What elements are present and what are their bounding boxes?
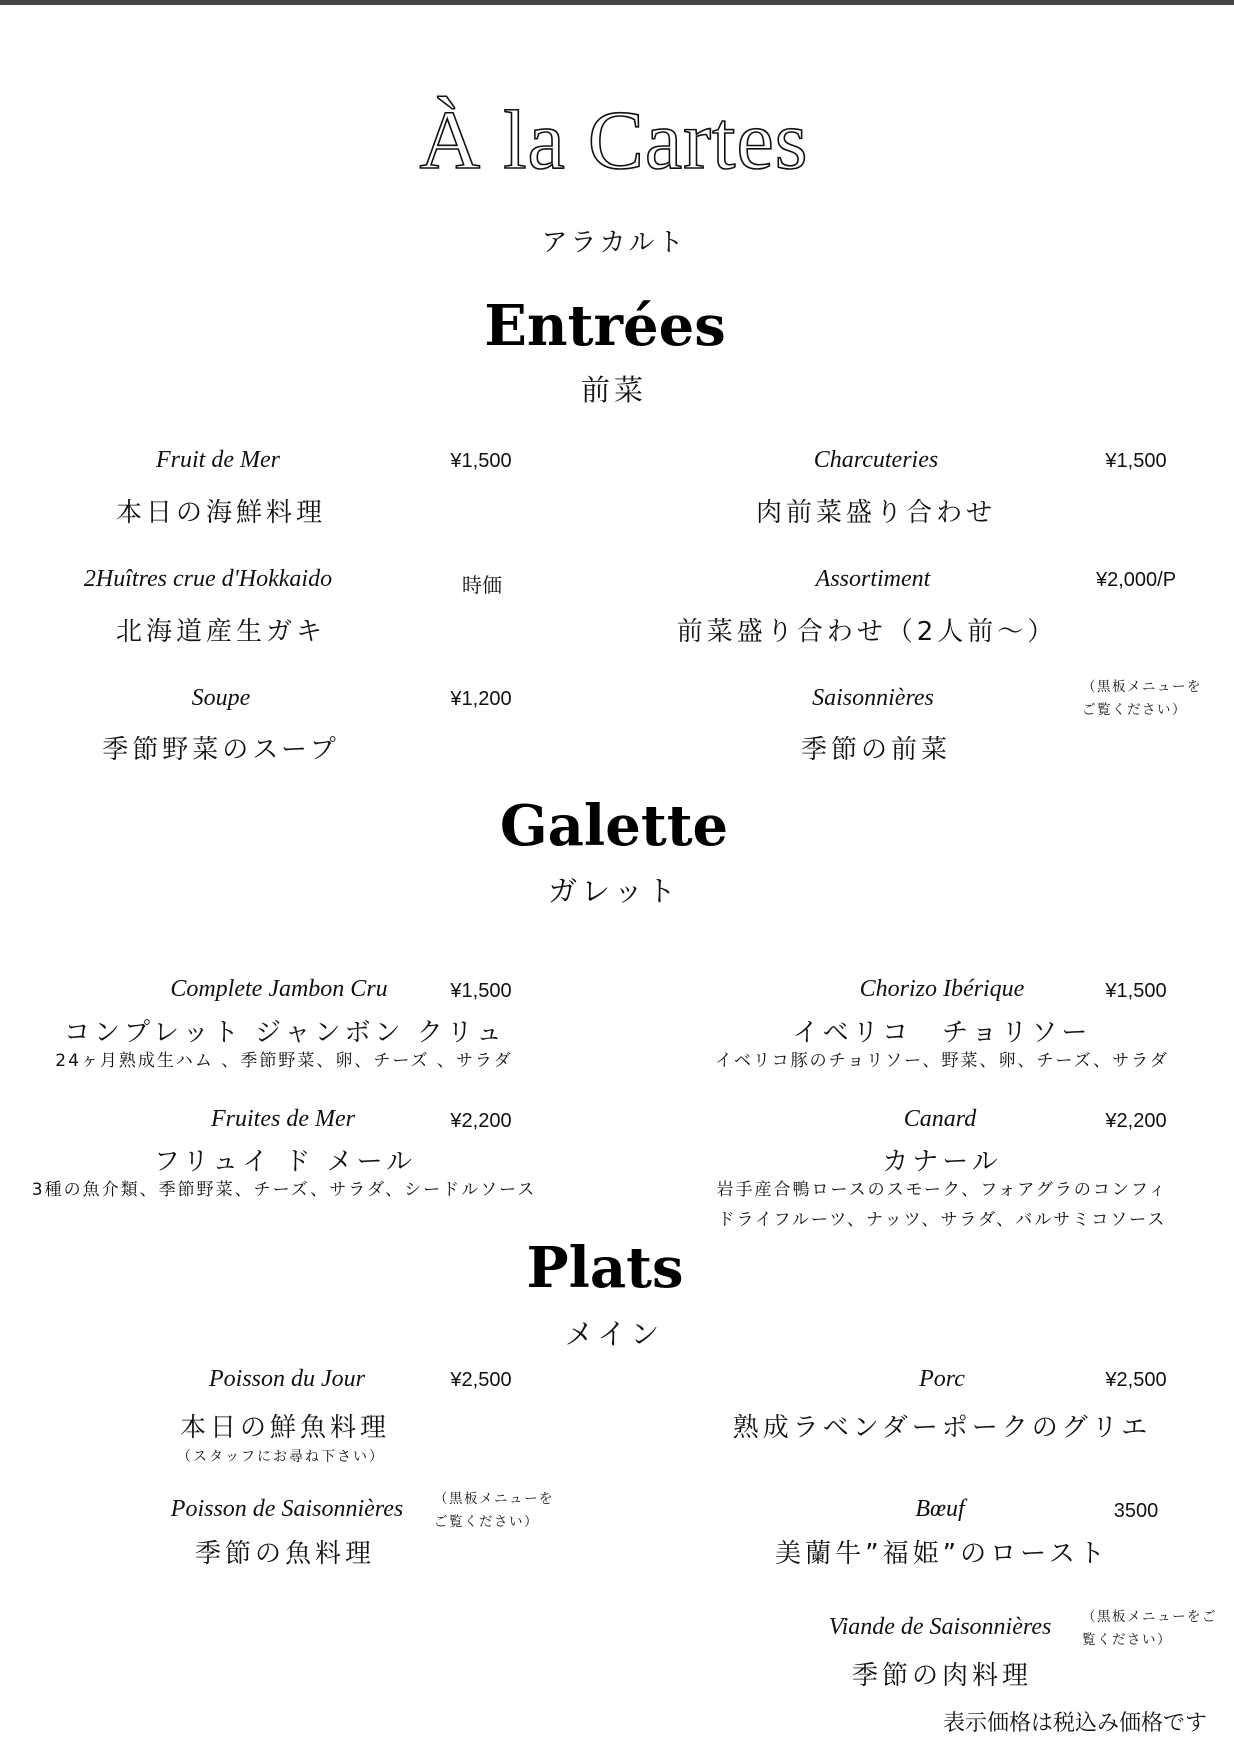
item-price: ¥1,500 <box>1105 980 1167 1002</box>
item-name-fr: Soupe <box>191 685 251 711</box>
menu-title: À la Cartes <box>419 94 809 187</box>
item-price: 時価 <box>462 575 502 597</box>
item-price: ¥1,500 <box>450 980 512 1002</box>
item-price: ¥1,200 <box>450 688 512 710</box>
item-description: 24ヶ月熟成生ハム 、季節野菜、卵、チーズ 、サラダ <box>55 1051 513 1071</box>
item-name-jp: 肉前菜盛り合わせ <box>755 498 997 528</box>
item-name-jp: コンプレット ジャンボン クリュ <box>64 1018 506 1048</box>
item-name-fr: Assortiment <box>815 566 931 592</box>
item-name-fr: 2Huîtres crue d'Hokkaido <box>83 566 333 592</box>
item-price: ¥2,500 <box>1105 1369 1167 1391</box>
item-name-jp: 前菜盛り合わせ（2人前〜） <box>676 617 1058 647</box>
item-name-fr: Fruites de Mer <box>211 1106 355 1132</box>
item-name-jp: 季節野菜のスープ <box>102 735 340 765</box>
item-name-fr: Viande de Saisonnières <box>828 1614 1052 1640</box>
item-name-jp: フリュイ ド メール <box>153 1147 417 1177</box>
item-price: ¥2,000/P <box>1095 569 1177 591</box>
section-subtitle-plats: メイン <box>564 1317 664 1351</box>
item-note-line: （黒板メニューを <box>434 1491 554 1507</box>
item-name-jp: 美蘭牛”福姫”のロースト <box>775 1539 1109 1569</box>
item-description: 岩手産合鴨ロースのスモーク、フォアグラのコンフィ <box>716 1180 1168 1200</box>
menu-subtitle: アラカルト <box>541 228 687 258</box>
item-note <box>434 1488 554 1534</box>
item-name-jp: カナール <box>882 1147 1002 1177</box>
item-name-fr: Poisson de Saisonnières <box>170 1496 404 1522</box>
item-name-jp: 熟成ラベンダーポークのグリエ <box>732 1413 1152 1443</box>
item-price: ¥2,200 <box>450 1110 512 1132</box>
item-name-fr: Porc <box>919 1366 965 1392</box>
item-name-jp: 北海道産生ガキ <box>115 617 327 647</box>
item-name-fr: Charcuteries <box>813 447 939 473</box>
item-name-jp: イベリコ チョリソー <box>792 1018 1092 1048</box>
item-note-line: 覧ください） <box>1082 1632 1172 1648</box>
item-name-jp: 季節の肉料理 <box>851 1661 1033 1691</box>
section-title-galette: Galette <box>499 793 729 859</box>
item-note-line: （黒板メニューを <box>1082 679 1202 695</box>
item-price: ¥2,200 <box>1105 1110 1167 1132</box>
item-name-jp: 季節の前菜 <box>800 735 952 765</box>
section-title-plats: Plats <box>526 1235 684 1301</box>
item-description: ドライフルーツ、ナッツ、サラダ、バルサミコソース <box>717 1210 1167 1230</box>
section-title-entrees: Entrées <box>484 293 726 359</box>
item-note-line: ご覧ください） <box>434 1514 539 1530</box>
item-name-fr: Chorizo Ibérique <box>859 976 1025 1002</box>
item-description: イベリコ豚のチョリソー、野菜、卵、チーズ、サラダ <box>715 1051 1169 1071</box>
item-description: （スタッフにお尋ね下さい） <box>177 1449 385 1465</box>
item-name-fr: Canard <box>903 1106 977 1132</box>
item-price: ¥1,500 <box>450 450 512 472</box>
section-subtitle-entrees: 前菜 <box>580 373 648 407</box>
item-name-fr: Saisonnières <box>812 685 934 711</box>
item-note <box>1082 1606 1217 1652</box>
item-name-fr: Poisson du Jour <box>209 1366 365 1392</box>
item-note-line: （黒板メニューをご <box>1082 1609 1217 1625</box>
item-price: 3500 <box>1113 1500 1159 1522</box>
top-border <box>0 0 1234 5</box>
item-name-fr: Fruit de Mer <box>156 447 280 473</box>
item-note <box>1082 676 1202 722</box>
item-name-fr: Bœuf <box>915 1496 965 1522</box>
section-subtitle-galette: ガレット <box>548 874 680 908</box>
item-name-fr: Complete Jambon Cru <box>170 976 388 1002</box>
item-name-jp: 季節の魚料理 <box>194 1539 376 1569</box>
item-name-jp: 本日の海鮮料理 <box>115 498 327 528</box>
tax-included-note: 表示価格は税込み価格です <box>943 1711 1208 1736</box>
item-note-line: ご覧ください） <box>1082 702 1187 718</box>
item-price: ¥2,500 <box>450 1369 512 1391</box>
item-name-jp: 本日の鮮魚料理 <box>179 1413 391 1443</box>
item-description: 3種の魚介類、季節野菜、チーズ、サラダ、シードルソース <box>31 1180 537 1200</box>
item-price: ¥1,500 <box>1105 450 1167 472</box>
